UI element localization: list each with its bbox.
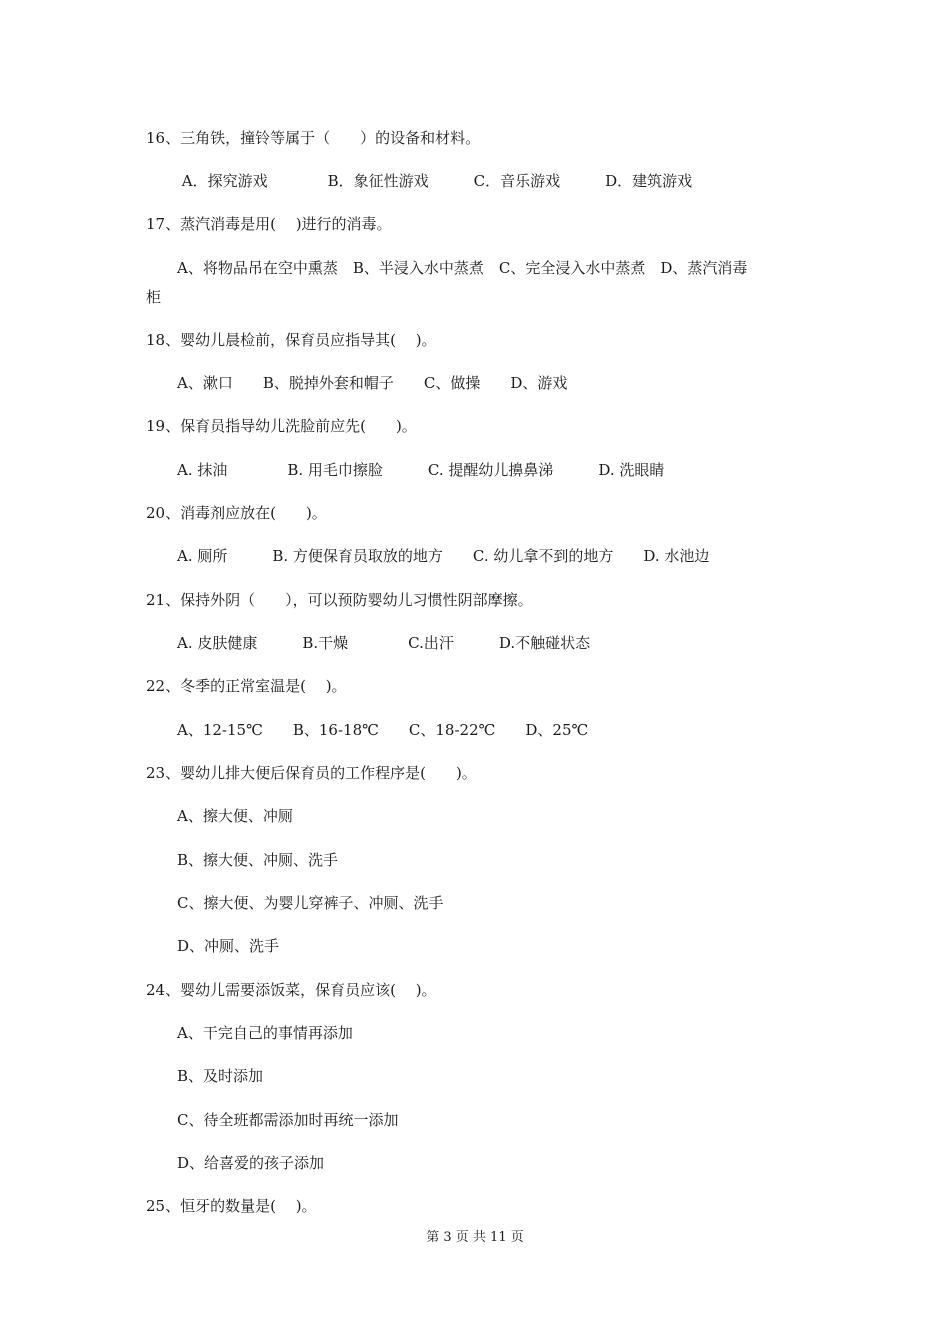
question-18: 18、婴幼儿晨检前，保育员应指导其( )。 [146,331,437,349]
question-24: 24、婴幼儿需要添饭菜，保育员应该( )。 [146,981,437,999]
options-19: A. 抹油 B. 用毛巾擦脸 C. 提醒幼儿擤鼻涕 D. 洗眼睛 [177,461,665,479]
question-25: 25、恒牙的数量是( )。 [146,1197,317,1215]
question-20: 20、消毒剂应放在( )。 [146,504,327,522]
question-22: 22、冬季的正常室温是( )。 [146,677,347,695]
option-23-a: A、擦大便、冲厕 [177,807,293,825]
option-24-a: A、干完自己的事情再添加 [177,1024,353,1042]
question-16: 16、三角铁，撞铃等属于（ ）的设备和材料。 [146,129,481,147]
options-17-wrap: 柜 [146,288,162,306]
options-17: A、将物品吊在空中熏蒸 B、半浸入水中蒸煮 C、完全浸入水中蒸煮 D、蒸汽消毒 [177,259,748,277]
page-footer: 第 3 页 共 11 页 [426,1230,524,1245]
question-23: 23、婴幼儿排大便后保育员的工作程序是( )。 [146,764,477,782]
options-16: A．探究游戏 B．象征性游戏 C．音乐游戏 D．建筑游戏 [177,172,693,190]
options-22: A、12-15℃ B、16-18℃ C、18-22℃ D、25℃ [177,721,589,739]
options-18: A、漱口 B、脱掉外套和帽子 C、做操 D、游戏 [177,374,568,392]
question-19: 19、保育员指导幼儿洗脸前应先( )。 [146,417,417,435]
option-23-c: C、擦大便、为婴儿穿裤子、冲厕、洗手 [177,894,444,912]
options-20: A. 厕所 B. 方便保育员取放的地方 C. 幼儿拿不到的地方 D. 水池边 [177,547,710,565]
question-17: 17、蒸汽消毒是用( )进行的消毒。 [146,215,392,233]
option-24-c: C、待全班都需添加时再统一添加 [177,1111,399,1129]
option-23-d: D、冲厕、洗手 [177,937,280,955]
option-24-b: B、及时添加 [177,1067,264,1085]
option-23-b: B、擦大便、冲厕、洗手 [177,851,339,869]
question-21: 21、保持外阴（ ），可以预防婴幼儿习惯性阴部摩擦。 [146,591,533,609]
options-21: A. 皮肤健康 B.干燥 C.出汗 D.不触碰状态 [177,634,591,652]
option-24-d: D、给喜爱的孩子添加 [177,1154,325,1172]
